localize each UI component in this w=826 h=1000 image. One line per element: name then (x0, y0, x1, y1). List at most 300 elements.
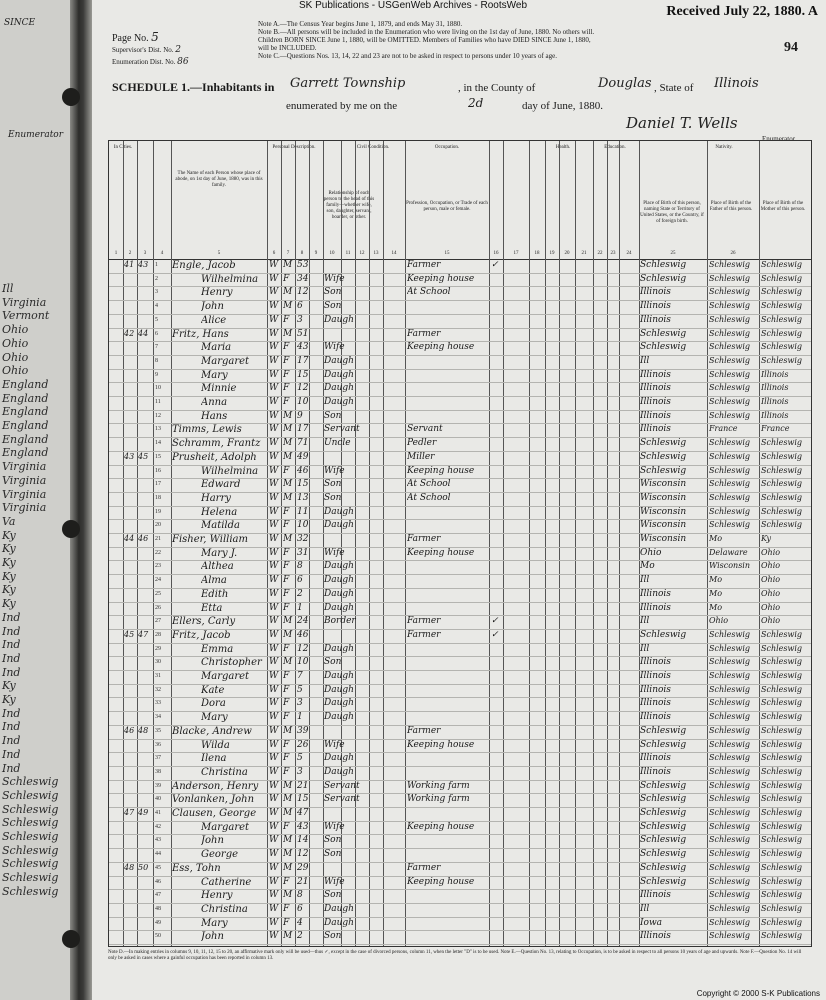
line-number: 2 (155, 275, 158, 282)
line-number: 35 (155, 727, 161, 734)
mother-birthplace: Illinois (761, 369, 789, 379)
person-age: 1 (297, 712, 303, 723)
birthplace: Ill (640, 355, 650, 366)
left-page-entry: England (2, 432, 49, 446)
left-page-entry: Ind (2, 624, 21, 638)
relationship: Daugh (324, 698, 354, 709)
column-number: 17 (513, 251, 519, 256)
census-notes: Note A.—The Census Year begins June 1, 1879, and ends May 31, 1880. Note B.—All persons will be included in the Enumeration who were living on the 1st day of June, 1880. No others will. Children BORN SINCE June 1, 1880, will be OMITTED. Members of Families who have DIED SINCE June 1, 1880, will be INCLUDED. Note C.—Questions Nos. 13, 14, 22 and 23 are not to be asked in respect to persons under 10 years of age. (258, 20, 595, 60)
person-sex: M (283, 260, 293, 270)
person-race: W (269, 492, 279, 503)
occupation: Farmer (407, 862, 441, 873)
column-divider (759, 141, 760, 946)
mother-birthplace: Schleswig (761, 506, 803, 516)
person-sex: M (283, 410, 293, 421)
mother-birthplace: Schleswig (761, 835, 803, 845)
birthplace: Illinois (640, 287, 671, 298)
left-page-entry: Ind (2, 734, 21, 748)
person-sex: M (283, 657, 293, 668)
column-number: 7 (286, 251, 290, 256)
father-birthplace: Mo (709, 575, 723, 585)
birthplace: Illinois (640, 314, 671, 325)
column-divider (707, 141, 708, 946)
line-number: 41 (155, 810, 161, 816)
column-number: 15 (444, 251, 450, 256)
father-birthplace: Schleswig (709, 657, 751, 667)
person-age: 32 (297, 534, 309, 544)
father-birthplace: Schleswig (709, 273, 751, 283)
birthplace: Schleswig (640, 821, 687, 832)
person-race: W (269, 876, 279, 887)
birthplace: Ohio (640, 547, 662, 558)
father-birthplace: Schleswig (709, 821, 751, 831)
family-number: 43 (138, 260, 149, 269)
mother-birthplace: Schleswig (761, 438, 803, 448)
table-header (109, 141, 811, 260)
father-birthplace: Schleswig (709, 780, 751, 790)
line-number: 26 (155, 604, 161, 611)
person-race: W (269, 287, 279, 298)
mother-birthplace: Schleswig (761, 821, 803, 831)
relationship: Wife (324, 547, 345, 558)
left-page-entry: Ohio (2, 364, 29, 378)
left-page-entry: England (2, 377, 49, 391)
line-number: 31 (155, 673, 161, 679)
month-label: day of June, 1880. (522, 100, 603, 112)
line-number: 44 (155, 851, 161, 858)
binder-hole (62, 520, 80, 538)
line-number: 49 (155, 919, 161, 926)
left-page-entry: Virginia (2, 487, 47, 501)
birthplace: Schleswig (640, 808, 687, 818)
father-birthplace: Schleswig (709, 876, 751, 886)
birthplace: Iowa (640, 917, 663, 928)
line-number: 28 (155, 631, 161, 638)
mother-birthplace: Schleswig (761, 479, 803, 489)
person-name: Minnie (201, 383, 237, 395)
person-name: Emma (201, 643, 234, 655)
person-race: W (269, 739, 279, 750)
mother-birthplace: Schleswig (761, 328, 803, 338)
left-page-entry: Ky (2, 679, 16, 693)
line-number: 24 (155, 577, 161, 584)
left-page-entry: Ind (2, 610, 21, 624)
page-no-label: Page No. 5 (112, 30, 159, 44)
person-age: 71 (297, 438, 309, 449)
person-age: 5 (297, 753, 303, 764)
left-page-entry: Schleswig (2, 871, 59, 885)
father-birthplace: Schleswig (709, 410, 751, 420)
family-number: 44 (138, 328, 149, 338)
mother-birthplace: Schleswig (761, 355, 803, 365)
left-page-entry: Ohio (2, 350, 29, 364)
left-page-entry: Ind (2, 651, 21, 665)
column-number: 18 (534, 251, 540, 256)
person-race: W (269, 862, 279, 873)
line-number: 25 (155, 590, 161, 597)
father-birthplace: Schleswig (709, 355, 751, 365)
birthplace: Ill (640, 616, 650, 627)
person-race: W (269, 465, 279, 476)
person-name: Prusheit, Adolph (172, 451, 257, 463)
left-page-entry: Virginia (2, 295, 47, 309)
relationship: Daugh (324, 561, 354, 572)
person-name: Dora (201, 698, 226, 710)
left-since-label: SINCE (4, 18, 36, 28)
relationship: Son (324, 479, 342, 490)
person-sex: F (283, 575, 290, 586)
relationship: Son (324, 890, 342, 901)
family-number: 45 (138, 451, 149, 461)
father-birthplace: Mo (709, 602, 723, 612)
person-race: W (269, 575, 279, 586)
mother-birthplace: Ohio (761, 561, 781, 571)
column-number: 20 (564, 251, 570, 256)
father-birthplace: Schleswig (709, 725, 751, 735)
left-page-entry: Schleswig (2, 816, 59, 830)
person-sex: F (283, 397, 290, 407)
column-divider (281, 141, 282, 946)
person-sex: F (283, 753, 290, 764)
person-sex: M (283, 780, 293, 791)
person-age: 51 (297, 328, 309, 339)
person-sex: M (283, 808, 293, 818)
person-name: George (201, 849, 239, 861)
birthplace: Schleswig (640, 328, 687, 339)
enumerated-label: enumerated by me on the (286, 100, 398, 112)
left-page-entry: Ind (2, 747, 21, 761)
person-sex: F (283, 917, 290, 928)
occupation-check: ✓ (491, 260, 499, 270)
birthplace: Schleswig (640, 862, 687, 873)
relationship: Son (324, 849, 342, 860)
left-page-entry: Ky (2, 693, 16, 706)
line-number: 45 (155, 864, 161, 871)
birthplace: Schleswig (640, 876, 687, 887)
father-birthplace: Schleswig (709, 684, 751, 694)
relationship: Son (324, 410, 342, 421)
person-age: 10 (297, 520, 309, 531)
birthplace: Illinois (640, 698, 671, 709)
enumerator-signature: Daniel T. Wells (626, 114, 738, 132)
person-race: W (269, 917, 279, 928)
mother-birthplace: Illinois (761, 383, 789, 393)
mother-birthplace: Schleswig (761, 698, 803, 708)
person-race: W (269, 383, 279, 394)
person-race: W (269, 725, 279, 736)
person-age: 3 (297, 314, 303, 325)
father-birthplace: Schleswig (709, 931, 751, 941)
header-education: Education. (604, 145, 626, 150)
relationship: Daugh (324, 506, 354, 517)
header-health: Health. (555, 145, 571, 150)
line-number: 6 (155, 330, 158, 337)
person-race: W (269, 273, 279, 284)
line-number: 15 (155, 453, 161, 460)
mother-birthplace: Schleswig (761, 931, 803, 941)
relationship: Servant (324, 794, 360, 805)
father-birthplace: Schleswig (709, 835, 751, 845)
left-page-entry: Ind (2, 638, 21, 652)
person-age: 11 (297, 506, 309, 517)
column-number: 22 (597, 251, 603, 256)
person-sex: M (283, 794, 293, 805)
left-page-entry: Ind (2, 761, 21, 775)
birthplace: Illinois (640, 931, 671, 942)
person-sex: M (283, 424, 293, 435)
person-race: W (269, 849, 279, 860)
person-age: 47 (297, 808, 309, 818)
person-name: Helena (201, 506, 238, 518)
header-personal: Personal Description. (272, 145, 316, 150)
binder-hole (62, 930, 80, 948)
line-number: 18 (155, 494, 161, 501)
occupation: Keeping house (407, 547, 475, 558)
left-page-entry: Ind (2, 720, 21, 734)
father-birthplace: Schleswig (709, 314, 751, 324)
header-mother-birthplace: Place of Birth of the Mother of this person. (760, 201, 806, 212)
occupation: Keeping house (407, 465, 475, 476)
left-enumerator-label: Enumerator (8, 130, 64, 140)
person-name: Christina (201, 766, 248, 778)
birthplace: Wisconsin (640, 506, 687, 517)
mother-birthplace: Schleswig (761, 657, 803, 667)
person-name: Wilhelmina (201, 273, 259, 285)
column-divider (489, 141, 490, 946)
person-race: W (269, 835, 279, 846)
left-page-entry: England (2, 419, 49, 432)
web-header: SK Publications - USGenWeb Archives - RootsWeb (298, 0, 528, 11)
line-number: 1 (155, 262, 158, 268)
mother-birthplace: Schleswig (761, 849, 803, 859)
line-number: 27 (155, 618, 161, 625)
father-birthplace: Schleswig (709, 342, 751, 352)
line-number: 32 (155, 686, 161, 693)
township-value: Garrett Township (290, 76, 406, 91)
person-name: Margaret (201, 355, 250, 367)
person-age: 14 (297, 835, 309, 846)
dwelling-number: 47 (124, 808, 135, 817)
person-sex: F (283, 465, 290, 476)
father-birthplace: Wisconsin (709, 561, 751, 571)
relationship: Wife (324, 342, 345, 353)
header-civil: Civil Condition. (356, 145, 390, 150)
mother-birthplace: Schleswig (761, 794, 803, 804)
birthplace: Illinois (640, 383, 671, 394)
column-number: 19 (549, 251, 555, 256)
header-relationship: Relationship of each person to the head of this family—whether wife, son, daughter, servant, boarder, or other. (323, 191, 375, 220)
relationship: Daugh (324, 753, 354, 764)
line-number: 42 (155, 823, 161, 830)
page-binding (70, 0, 92, 1000)
person-sex: M (283, 451, 293, 462)
person-race: W (269, 534, 279, 544)
person-age: 6 (297, 903, 303, 914)
person-name: Fritz, Jacob (172, 629, 231, 641)
left-page-entry: Schleswig (2, 857, 59, 871)
family-number: 50 (138, 862, 149, 872)
county-label: , in the County of (458, 82, 536, 94)
person-race: W (269, 314, 279, 325)
father-birthplace: Schleswig (709, 465, 751, 475)
mother-birthplace: Schleswig (761, 684, 803, 694)
person-name: Ellers, Carly (172, 616, 236, 628)
header-occupation-sub: Profession, Occupation, or Trade of each person, male or female. (406, 201, 488, 212)
dwelling-number: 41 (124, 260, 135, 269)
person-name: Margaret (201, 821, 250, 833)
person-race: W (269, 301, 279, 312)
father-birthplace: Schleswig (709, 794, 751, 804)
person-race: W (269, 588, 279, 599)
left-page-entry: Virginia (2, 501, 47, 515)
relationship: Daugh (324, 903, 354, 914)
left-page-entry: Virginia (2, 473, 47, 487)
column-divider (295, 141, 296, 946)
person-sex: F (283, 684, 290, 695)
person-race: W (269, 890, 279, 901)
person-name: Engle, Jacob (172, 260, 236, 271)
line-number: 47 (155, 892, 161, 899)
column-number: 12 (359, 251, 365, 256)
line-number: 5 (155, 316, 158, 323)
person-name: Harry (201, 492, 231, 504)
relationship: Wife (324, 273, 345, 284)
person-name: Henry (201, 287, 233, 299)
column-number: 6 (272, 251, 276, 256)
birthplace: Schleswig (640, 260, 687, 270)
left-page-entry: Ind (2, 706, 21, 720)
family-number: 48 (138, 725, 149, 735)
line-number: 48 (155, 905, 161, 912)
header-in-cities: In Cities. (113, 145, 133, 150)
left-page-entry: England (2, 391, 49, 405)
person-sex: F (283, 383, 290, 394)
state-value: Illinois (714, 76, 759, 91)
occupation: Keeping house (407, 876, 475, 887)
father-birthplace: Schleswig (709, 671, 751, 680)
left-page-entry: Ind (2, 665, 21, 679)
father-birthplace: Schleswig (709, 520, 751, 530)
person-age: 46 (297, 629, 309, 640)
received-stamp: Received July 22, 1880. A (666, 4, 818, 19)
line-number: 7 (155, 344, 158, 351)
person-sex: F (283, 314, 290, 325)
line-number: 12 (155, 412, 161, 419)
person-name: Wilda (201, 739, 230, 751)
person-age: 24 (297, 616, 309, 627)
birthplace: Schleswig (640, 849, 687, 860)
mother-birthplace: Schleswig (761, 301, 803, 311)
person-race: W (269, 780, 279, 791)
person-age: 31 (297, 547, 309, 558)
mother-birthplace: Schleswig (761, 643, 803, 653)
person-sex: F (283, 369, 290, 380)
birthplace: Schleswig (640, 438, 687, 449)
person-race: W (269, 451, 279, 462)
person-age: 21 (297, 876, 309, 887)
left-page-entry: Ky (2, 542, 16, 556)
father-birthplace: Schleswig (709, 328, 751, 338)
occupation: Farmer (407, 534, 441, 544)
line-number: 19 (155, 508, 161, 515)
father-birthplace: Schleswig (709, 397, 751, 406)
relationship: Border (324, 616, 356, 627)
person-age: 12 (297, 287, 309, 298)
line-number: 20 (155, 522, 161, 529)
column-divider (619, 141, 620, 946)
mother-birthplace: Schleswig (761, 753, 803, 763)
person-age: 8 (297, 561, 303, 572)
person-age: 43 (297, 821, 309, 832)
birthplace: Schleswig (640, 739, 687, 750)
occupation: Keeping house (407, 342, 475, 353)
relationship: Uncle (324, 438, 351, 449)
person-age: 2 (297, 588, 303, 599)
relationship: Servant (324, 424, 360, 435)
person-race: W (269, 753, 279, 764)
left-page-entry: Ky (2, 583, 16, 597)
person-race: W (269, 821, 279, 832)
dwelling-number: 48 (124, 862, 135, 872)
person-sex: M (283, 725, 293, 736)
line-number: 40 (155, 796, 161, 803)
left-page-entry: England (2, 446, 49, 460)
person-name: Christina (201, 903, 248, 915)
occupation: Keeping house (407, 821, 475, 832)
relationship: Daugh (324, 575, 354, 586)
birthplace: Illinois (640, 890, 671, 901)
father-birthplace: Schleswig (709, 506, 751, 516)
father-birthplace: Schleswig (709, 698, 751, 708)
relationship: Daugh (324, 643, 354, 654)
person-sex: F (283, 547, 290, 558)
mother-birthplace: Illinois (761, 397, 789, 406)
person-name: John (201, 835, 224, 847)
person-name: Kate (201, 684, 225, 696)
person-age: 46 (297, 465, 309, 476)
person-sex: M (283, 835, 293, 846)
relationship: Wife (324, 876, 345, 887)
father-birthplace: Delaware (709, 547, 748, 557)
father-birthplace: Schleswig (709, 739, 751, 749)
relationship: Daugh (324, 766, 354, 777)
mother-birthplace: Schleswig (761, 725, 803, 735)
left-page-entry: Ky (2, 528, 16, 542)
person-name: Edith (201, 588, 229, 600)
father-birthplace: Ohio (709, 616, 729, 626)
column-number: 8 (300, 251, 304, 256)
person-name: Mary J. (201, 547, 238, 559)
occupation: Working farm (407, 794, 470, 805)
relationship: Daugh (324, 355, 354, 366)
occupation: Farmer (407, 725, 441, 736)
person-age: 10 (297, 657, 309, 668)
left-page-entry: Vermont (2, 309, 50, 323)
occupation: Keeping house (407, 739, 475, 750)
occupation-check: ✓ (491, 616, 499, 627)
father-birthplace: Mo (709, 588, 723, 598)
person-sex: M (283, 438, 293, 449)
line-number: 36 (155, 741, 161, 748)
birthplace: Wisconsin (640, 534, 687, 544)
copyright: Copyright © 2000 S-K Publications (696, 989, 820, 998)
person-race: W (269, 931, 279, 942)
mother-birthplace: Schleswig (761, 451, 803, 461)
column-number: 24 (626, 251, 632, 256)
enumerator-label: Enumerator. (762, 135, 797, 143)
person-race: W (269, 602, 279, 613)
column-divider (267, 141, 268, 946)
